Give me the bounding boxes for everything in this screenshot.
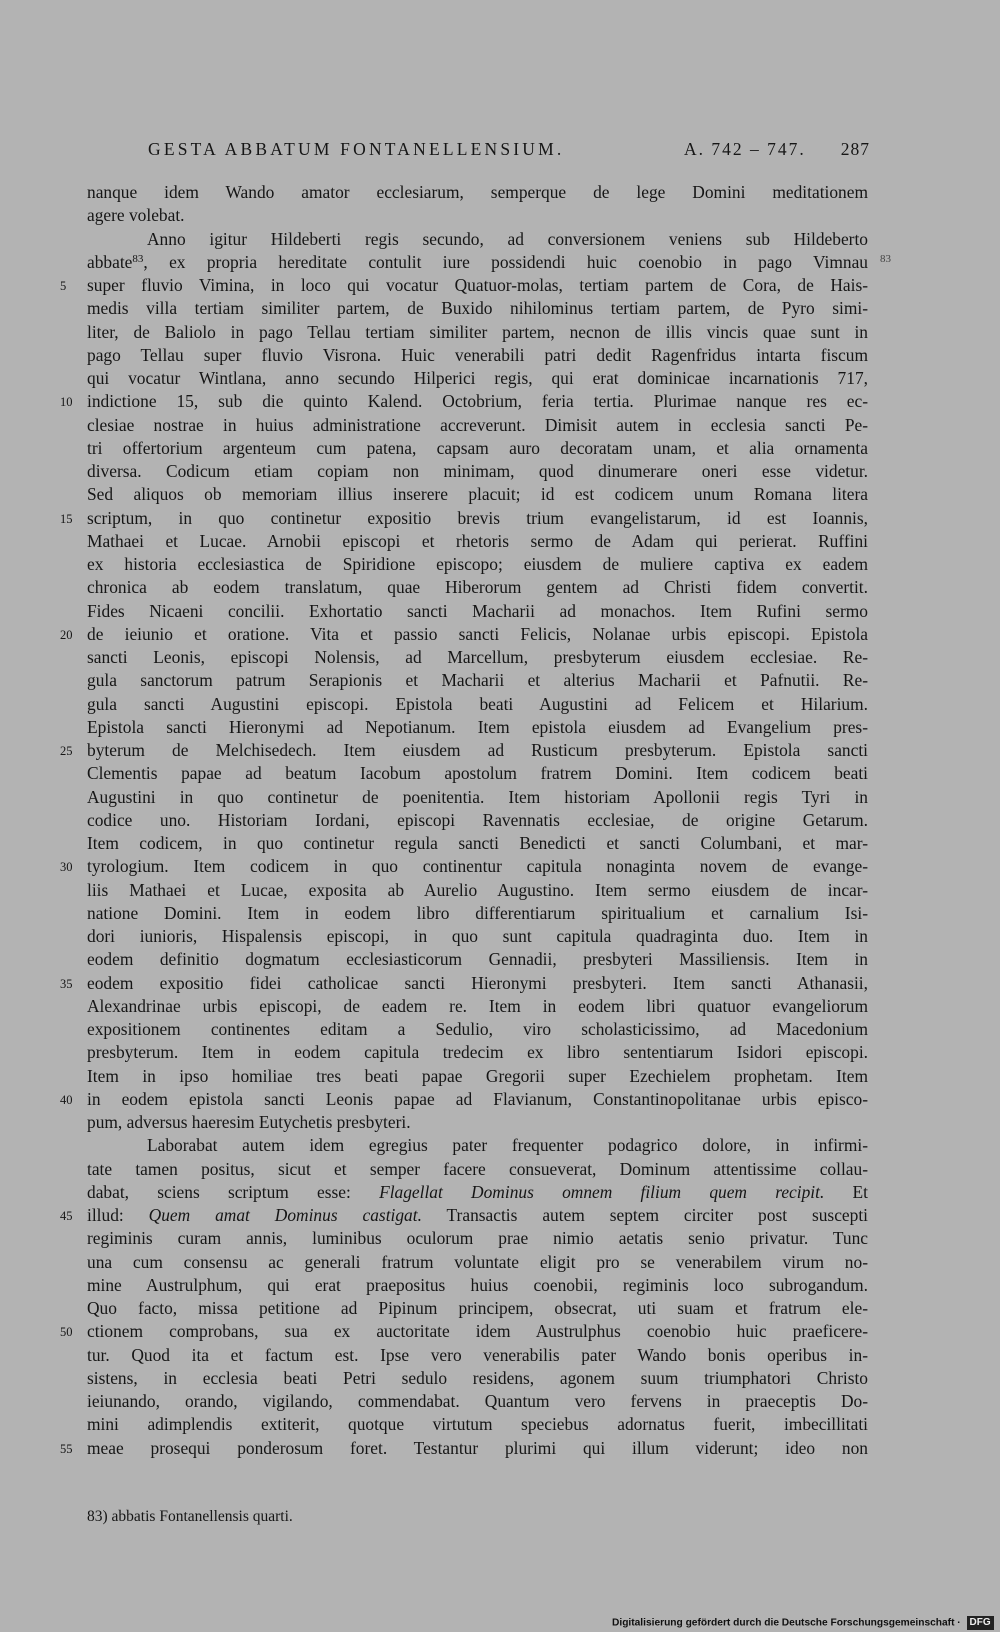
running-title: GESTA ABBATUM FONTANELLENSIUM.: [148, 139, 565, 159]
text-line: [87, 576, 868, 599]
text-line: [60, 1437, 868, 1460]
text-line: [87, 553, 868, 576]
year-range: A. 742 – 747.: [684, 139, 806, 159]
text-line: [60, 1320, 868, 1343]
line-text: abbate: [87, 251, 133, 272]
text-line: [87, 1134, 868, 1157]
line-text: pum, adversus haeresim Eutychetis presbyteri.: [87, 1112, 411, 1132]
line-text: Laborabat autem idem egregius pater frequenter podagrico dolore, in infirmi-: [147, 1135, 868, 1156]
margin-note: 83: [880, 252, 891, 265]
text-line: [87, 948, 868, 971]
text-line: [60, 623, 868, 646]
line-text: regiminis curam annis, luminibus oculorum prae nimio aetatis senio privatur. Tunc: [87, 1228, 868, 1249]
line-text: super fluvio Vimina, in loco qui vocatur Quatuor-molas, tertiam partem de Cora, de Hais-: [87, 275, 868, 295]
line-text: clesiae nostrae in huius administratione accreverunt. Dimisit autem in ecclesia sancti Pe-: [87, 414, 868, 435]
page-number: 287: [840, 139, 870, 159]
line-text: codice uno. Historiam Iordani, episcopi Ravennatis ecclesiae, de origine Getarum.: [87, 809, 868, 830]
line-text-continued: , ex propria hereditate contulit iure possidendi huic coenobio in pago Vimnau: [143, 251, 868, 272]
text-line: [87, 995, 868, 1018]
line-text: ieiunando, orando, vigilando, commendabat. Quantum vero fervens in praeceptis Do-: [87, 1391, 868, 1411]
text-line: [87, 1111, 868, 1134]
text-line: [87, 925, 868, 948]
line-text: illud:: [87, 1205, 124, 1225]
line-text: dabat, sciens scriptum esse:: [87, 1181, 351, 1202]
line-text: sistens, in ecclesia beati Petri sedulo residens, agonem suum triumphatori Christo: [87, 1367, 868, 1388]
line-text: Alexandrinae urbis episcopi, de eadem re. Item in eodem libri quatuor evangeliorum: [87, 995, 868, 1016]
text-line: [60, 739, 868, 762]
text-line: [60, 855, 868, 878]
text-line: [87, 251, 891, 274]
line-text: in eodem epistola sancti Leonis papae ad Flavianum, Constantinopolitanae urbis episco-: [87, 1088, 868, 1109]
line-number: 10: [60, 395, 73, 410]
line-number: 15: [60, 511, 73, 526]
text-line: [60, 274, 868, 297]
text-line: [87, 1274, 868, 1297]
footnote-text: abbatis Fontanellensis quarti.: [111, 1508, 293, 1525]
text-line: [87, 1251, 868, 1274]
text-line: [87, 1041, 868, 1064]
line-text: Quo facto, missa petitione ad Pipinum principem, obsecrat, uti suam et fratrum ele-: [87, 1298, 868, 1318]
line-text: indictione 15, sub die quinto Kalend. Octobrium, feria tertia. Plurimae nanque res ec-: [87, 391, 868, 412]
line-number: 55: [60, 1441, 73, 1456]
text-line: [87, 181, 868, 204]
line-number: 40: [60, 1092, 73, 1107]
digitization-credit: [612, 1616, 994, 1632]
text-line: [87, 414, 868, 437]
line-number: 25: [60, 744, 73, 758]
text-line: [87, 1065, 868, 1088]
line-text-continued: Et: [852, 1181, 869, 1202]
text-line: [60, 1204, 868, 1227]
text-line: [87, 367, 868, 390]
line-text: agere volebat.: [87, 205, 185, 226]
line-text: dori iunioris, Hispalensis episcopi, in quo sunt capitula quadraginta duo. Item in: [87, 926, 868, 946]
line-text: ctionem comprobans, sua ex auctoritate idem Austrulphus coenobio huic praeficere-: [87, 1321, 868, 1342]
text-line: [87, 1227, 868, 1250]
line-text: mini adimplendis extiterit, quotque virtutum speciebus adornatus fuerit, imbecillitati: [87, 1414, 868, 1435]
text-line: [87, 832, 868, 855]
text-line: [87, 600, 868, 623]
line-number: 5: [60, 279, 67, 293]
line-number: 20: [60, 627, 73, 642]
line-text: natione Domini. Item in eodem libro differentiarum spiritualium et carnalium Isi-: [87, 902, 868, 923]
line-text: byterum de Melchisedech. Item eiusdem ad Rusticum presbyterum. Epistola sancti: [87, 740, 868, 760]
text-line: [60, 1088, 868, 1111]
text-line: [87, 902, 868, 925]
line-text: pago Tellau super fluvio Visrona. Huic venerabili patri dedit Ragenfridus intarta fiscum: [87, 344, 868, 365]
text-line: [87, 762, 868, 785]
text-line: [87, 483, 868, 506]
text-line: [87, 809, 868, 832]
line-text: tur. Quod ita et factum est. Ipse vero venerabilis pater Wando bonis operibus in-: [87, 1344, 868, 1365]
line-text: sancti Leonis, episcopi Nolensis, ad Marcellum, presbyterum eiusdem ecclesiae. Re-: [87, 647, 868, 667]
footnote-mark: 83): [87, 1508, 108, 1525]
line-text: Item codicem, in quo continetur regula sancti Benedicti et sancti Columbani, et mar-: [87, 833, 868, 853]
line-text: Mathaei et Lucae. Arnobii episcopi et rhetoris sermo de Adam qui perierat. Ruffini: [87, 530, 868, 551]
line-text: gula sanctorum patrum Serapionis et Macharii et alterius Macharii et Pafnutii. Re-: [87, 670, 868, 691]
italic-quotation: Flagellat Dominus omnem filium quem recipit.: [379, 1181, 825, 1202]
line-text: de ieiunio et oratione. Vita et passio sancti Felicis, Nolanae urbis episcopi. Epistola: [87, 623, 868, 644]
text-line: [87, 297, 868, 320]
line-text: scriptum, in quo continetur expositio brevis trium evangelistarum, id est Ioannis,: [87, 507, 868, 528]
credit-text: Digitalisierung gefördert durch die Deutsche Forschungsgemeinschaft ·: [612, 1617, 961, 1629]
text-line: [87, 460, 868, 483]
line-text: liter, de Baliolo in pago Tellau tertiam similiter partem, necnon de illis vincis quae sunt in: [87, 321, 868, 342]
line-number: 35: [60, 976, 73, 991]
line-text: eodem expositio fidei catholicae sancti Hieronymi presbyteri. Item sancti Athanasii,: [87, 972, 868, 993]
text-line: [87, 228, 868, 251]
text-line: [87, 437, 868, 460]
line-text: tate tamen positus, sicut et semper facere consueverat, Dominum attentissime collau-: [87, 1158, 868, 1179]
text-line: [87, 1018, 868, 1041]
text-line: [87, 344, 868, 367]
text-line: [87, 1181, 868, 1204]
footnote: [87, 1508, 293, 1526]
line-text: eodem definitio dogmatum ecclesiasticorum Gennadii, presbyteri Massiliensis. Item in: [87, 949, 868, 970]
text-line: [87, 321, 868, 344]
text-line: [87, 879, 868, 902]
text-line: [87, 716, 868, 739]
text-line: [87, 530, 868, 553]
text-line: [87, 1390, 868, 1413]
line-text: Anno igitur Hildeberti regis secundo, ad conversionem veniens sub Hildeberto: [147, 228, 868, 249]
line-text: liis Mathaei et Lucae, exposita ab Aurelio Augustino. Item sermo eiusdem de incar-: [87, 879, 868, 900]
line-text: medis villa tertiam similiter partem, de Buxido nihilominus tertiam partem, de Pyro simi-: [87, 298, 868, 319]
line-text: qui vocatur Wintlana, anno secundo Hilperici regis, qui erat dominicae incarnationis 717,: [87, 368, 868, 388]
text-line: [87, 1367, 868, 1390]
text-line: [87, 1344, 868, 1367]
line-text: expositionem continentes editam a Sedulio, viro scholasticissimo, ad Macedonium: [87, 1019, 868, 1039]
text-line: [87, 786, 868, 809]
line-number: 30: [60, 860, 73, 875]
line-text: chronica ab eodem translatum, quae Hiberorum gentem ad Christi fidem convertit.: [87, 577, 868, 598]
line-text: meae prosequi ponderosum foret. Testantur plurimi qui illum viderunt; ideo non: [87, 1437, 868, 1458]
line-text: Sed aliquos ob memoriam illius inserere placuit; id est codicem unum Romana litera: [87, 484, 868, 505]
italic-quotation: Quem amat Dominus castigat.: [148, 1205, 422, 1225]
text-line: [87, 646, 868, 669]
line-text-continued: Transactis autem septem circiter post suscepti: [446, 1205, 868, 1225]
text-line: [60, 390, 868, 413]
text-line: [87, 1297, 868, 1320]
line-text: una cum consensu ac generali fratrum voluntate eligit pro se venerabilem virum no-: [87, 1251, 868, 1272]
text-line: [87, 1158, 868, 1181]
line-text: mine Austrulphum, qui erat praepositus huius coenobii, regiminis loco subrogandum.: [87, 1274, 868, 1295]
text-line: [87, 669, 868, 692]
running-header: [148, 139, 870, 163]
footnote-reference: 83: [132, 252, 144, 265]
line-text: Epistola sancti Hieronymi ad Nepotianum. Item epistola eiusdem ad Evangelium pres-: [87, 716, 868, 737]
line-text: Fides Nicaeni concilii. Exhortatio sancti Macharii ad monachos. Item Rufini sermo: [87, 600, 868, 621]
line-text: ex historia ecclesiastica de Spiridione episcopo; eiusdem de muliere captiva ex eadem: [87, 554, 868, 574]
text-line: [60, 507, 868, 530]
text-line: [87, 1413, 868, 1436]
text-line: [87, 693, 868, 716]
line-number: 45: [60, 1209, 73, 1223]
line-text: gula sancti Augustini episcopi. Epistola beati Augustini ad Felicem et Hilarium.: [87, 693, 868, 714]
line-text: Clementis papae ad beatum Iacobum apostolum fratrem Domini. Item codicem beati: [87, 763, 868, 784]
line-text: nanque idem Wando amator ecclesiarum, semperque de lege Domini meditationem: [87, 182, 868, 202]
line-text: Item in ipso homiliae tres beati papae Gregorii super Ezechielem prophetam. Item: [87, 1065, 868, 1086]
dfg-logo: DFG: [967, 1616, 994, 1630]
text-line: [87, 204, 868, 227]
line-text: tyrologium. Item codicem in quo continentur capitula nonaginta novem de evange-: [87, 856, 868, 877]
line-text: tri offertorium argenteum cum patena, capsam auro decoratam unam, et alia ornamenta: [87, 437, 868, 458]
line-text: presbyterum. Item in eodem capitula tredecim ex libro sententiarum Isidori episcopi.: [87, 1042, 868, 1063]
main-text: [60, 181, 891, 1460]
line-number: 50: [60, 1325, 73, 1340]
line-text: Augustini in quo continetur de poenitentia. Item historiam Apollonii regis Tyri in: [87, 786, 868, 807]
line-text: diversa. Codicum etiam copiam non minimam, quod dinumerare oneri esse videtur.: [87, 461, 868, 481]
text-line: [60, 972, 868, 995]
